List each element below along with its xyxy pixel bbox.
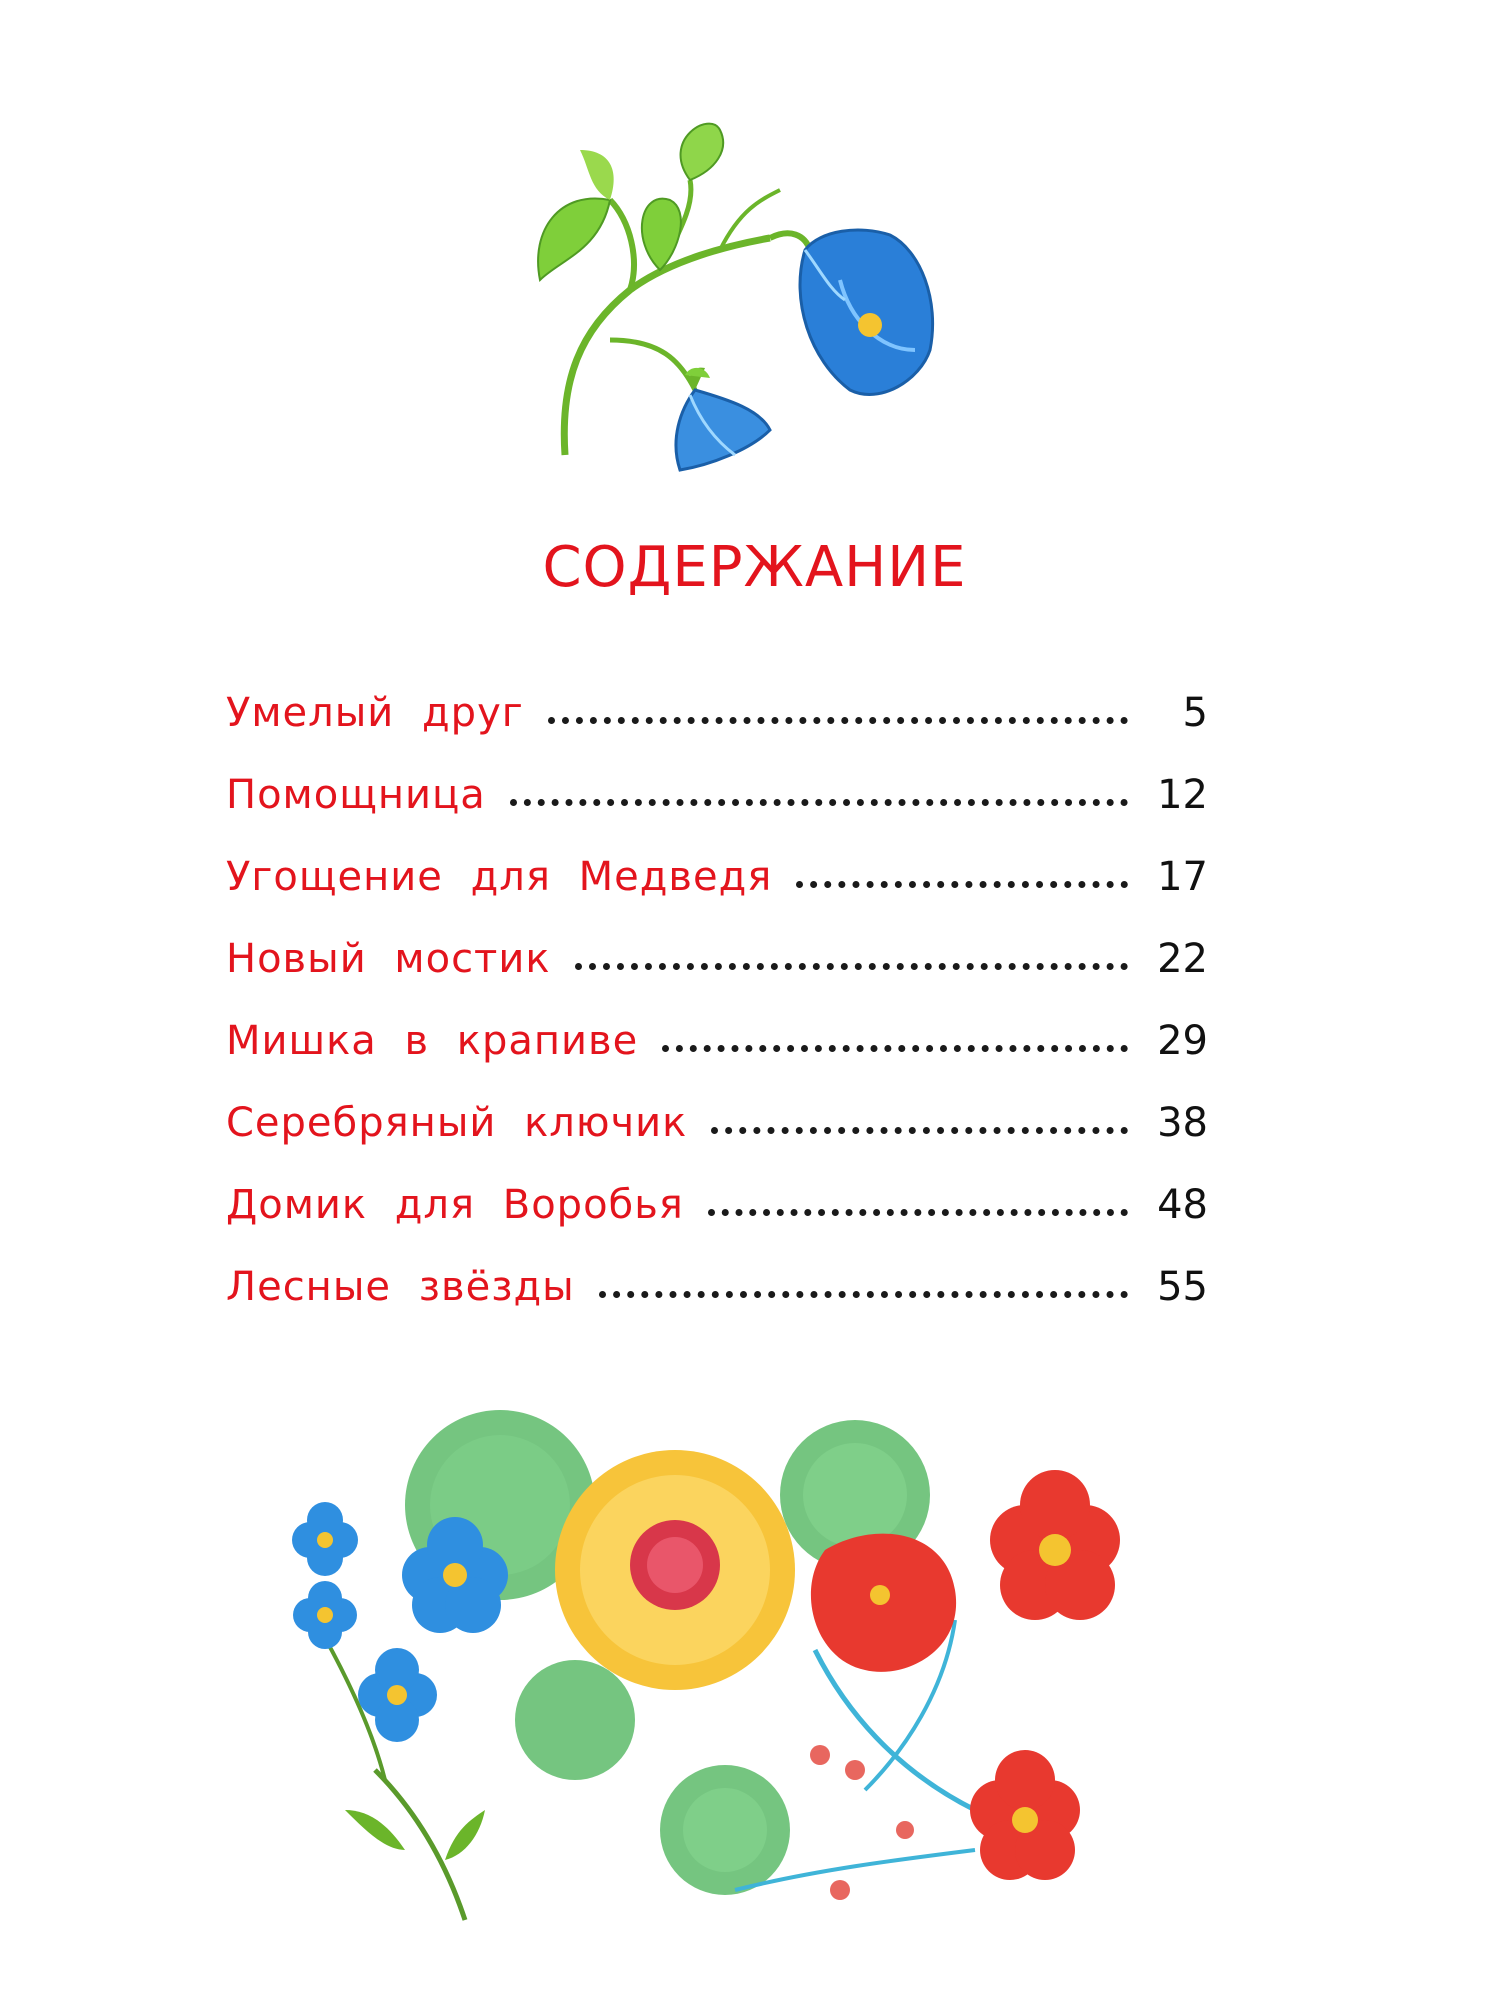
toc-entry-page: 17 xyxy=(1157,854,1208,900)
toc-entry-page: 5 xyxy=(1182,690,1208,736)
dot-leader xyxy=(711,1127,1128,1134)
dot-leader xyxy=(708,1209,1128,1216)
dot-leader xyxy=(548,717,1128,724)
dot-leader xyxy=(662,1045,1128,1052)
toc-entry-title: Новый мостик xyxy=(226,936,551,982)
flower-bouquet-illustration xyxy=(255,1390,1155,1930)
toc-entry-page: 48 xyxy=(1157,1182,1208,1228)
morning-glory-illustration xyxy=(520,110,940,480)
toc-entry-title: Угощение для Медведя xyxy=(226,854,773,900)
toc-entry[interactable] xyxy=(226,1182,1208,1264)
toc-entry[interactable] xyxy=(226,772,1208,854)
toc-entry[interactable] xyxy=(226,1018,1208,1100)
toc-entry-page: 55 xyxy=(1157,1264,1208,1310)
page-title: СОДЕРЖАНИЕ xyxy=(542,535,967,600)
toc-entry-title: Мишка в крапиве xyxy=(226,1018,639,1064)
toc-entry[interactable] xyxy=(226,690,1208,772)
toc-entry-title: Домик для Воробья xyxy=(226,1182,684,1228)
toc-entry[interactable] xyxy=(226,854,1208,936)
toc-entry[interactable] xyxy=(226,1100,1208,1182)
toc-entry-page: 22 xyxy=(1157,936,1208,982)
dot-leader xyxy=(599,1291,1128,1298)
toc-entry-title: Помощница xyxy=(226,772,486,818)
toc-entry-title: Умелый друг xyxy=(226,690,524,736)
dot-leader xyxy=(510,799,1128,806)
toc-entry-page: 38 xyxy=(1157,1100,1208,1146)
toc-entry-title: Лесные звёзды xyxy=(226,1264,575,1310)
toc-entry-title: Серебряный ключик xyxy=(226,1100,688,1146)
toc-entry-page: 29 xyxy=(1157,1018,1208,1064)
toc-entry[interactable] xyxy=(226,1264,1208,1346)
toc-entry-page: 12 xyxy=(1157,772,1208,818)
toc-entry[interactable] xyxy=(226,936,1208,1018)
table-of-contents xyxy=(226,690,1208,1346)
dot-leader xyxy=(575,963,1128,970)
dot-leader xyxy=(796,881,1128,888)
